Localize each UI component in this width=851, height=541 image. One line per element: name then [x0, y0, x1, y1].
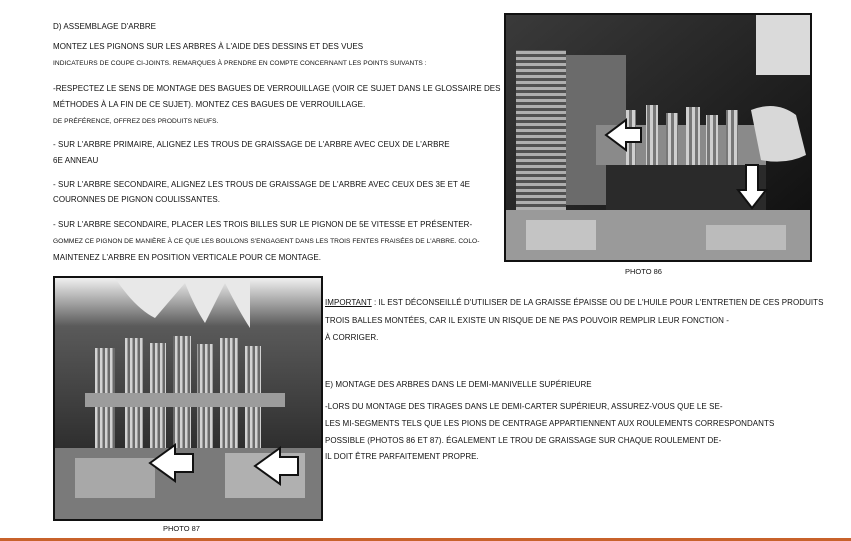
section-e-line: POSSIBLE (PHOTOS 86 ET 87). ÉGALEMENT LE TROU DE GRAISSAGE SUR CHAQUE ROULEMENT DE- — [325, 436, 722, 445]
section-d-line: GOMMEZ CE PIGNON DE MANIÈRE À CE QUE LES BOULONS S'ENGAGENT DANS LES TROIS FENTES FRAISÉES DE L'ARBRE. COLO- — [53, 238, 480, 245]
photo-87 — [53, 276, 323, 521]
section-d-line: INDICATEURS DE COUPE CI-JOINTS. REMARQUES À PRENDRE EN COMPTE CONCERNANT LES POINTS SUIVANTS : — [53, 60, 427, 67]
section-d-line: DE PRÉFÉRENCE, OFFREZ DES PRODUITS NEUFS. — [53, 118, 219, 125]
section-d-line: - SUR L'ARBRE SECONDAIRE, ALIGNEZ LES TROUS DE GRAISSAGE DE L'ARBRE AVEC CEUX DES 3E ET 4E — [53, 180, 471, 189]
section-d-line: - SUR L'ARBRE SECONDAIRE, PLACER LES TROIS BILLES SUR LE PIGNON DE 5E VITESSE ET PRÉSENTER- — [53, 220, 473, 229]
section-e-line: -LORS DU MONTAGE DES TIRAGES DANS LE DEMI-CARTER SUPÉRIEUR, ASSUREZ-VOUS QUE LE SE- — [325, 402, 723, 411]
important-line-1 — [325, 298, 824, 308]
section-d-line: MONTEZ LES PIGNONS SUR LES ARBRES À L'AIDE DES DESSINS ET DES VUES — [53, 42, 364, 51]
section-d-line: - SUR L'ARBRE PRIMAIRE, ALIGNEZ LES TROUS DE GRAISSAGE DE L'ARBRE AVEC CEUX DE L'ARBRE — [53, 140, 450, 149]
section-e-line: IL DOIT ÊTRE PARFAITEMENT PROPRE. — [325, 452, 479, 461]
section-d-line: MÉTHODES À LA FIN DE CE SUJET). MONTEZ CES BAGUES DE VERROUILLAGE. — [53, 100, 366, 109]
section-e-heading: E) MONTAGE DES ARBRES DANS LE DEMI-MANIVELLE SUPÉRIEURE — [325, 380, 592, 389]
important-label: IMPORTANT — [325, 298, 372, 307]
important-line-2: TROIS BALLES MONTÉES, CAR IL EXISTE UN RISQUE DE NE PAS POUVOIR REMPLIR LEUR FONCTION - — [325, 316, 729, 325]
section-d-line: MAINTENEZ L'ARBRE EN POSITION VERTICALE POUR CE MONTAGE. — [53, 253, 322, 262]
section-d-line: 6E ANNEAU — [53, 156, 99, 165]
section-d-line: COURONNES DE PIGNON COULISSANTES. — [53, 195, 221, 204]
photo-86 — [504, 13, 812, 262]
photo-86-caption: PHOTO 86 — [625, 267, 662, 276]
section-e-line: LES MI-SEGMENTS TELS QUE LES PIONS DE CENTRAGE APPARTIENNENT AUX ROULEMENTS CORRESPONDANTS — [325, 419, 775, 428]
section-d-line: -RESPECTEZ LE SENS DE MONTAGE DES BAGUES DE VERROUILLAGE (VOIR CE SUJET DANS LE GLOSSAIRE DES — [53, 84, 501, 93]
section-d-heading: D) ASSEMBLAGE D'ARBRE — [53, 22, 157, 31]
important-line-3: À CORRIGER. — [325, 333, 379, 342]
important-text: : IL EST DÉCONSEILLÉ D'UTILISER DE LA GRAISSE ÉPAISSE OU DE L'HUILE POUR L'ENTRETIEN DE CES PRODUITS — [371, 298, 824, 307]
photo-87-caption: PHOTO 87 — [163, 524, 200, 533]
